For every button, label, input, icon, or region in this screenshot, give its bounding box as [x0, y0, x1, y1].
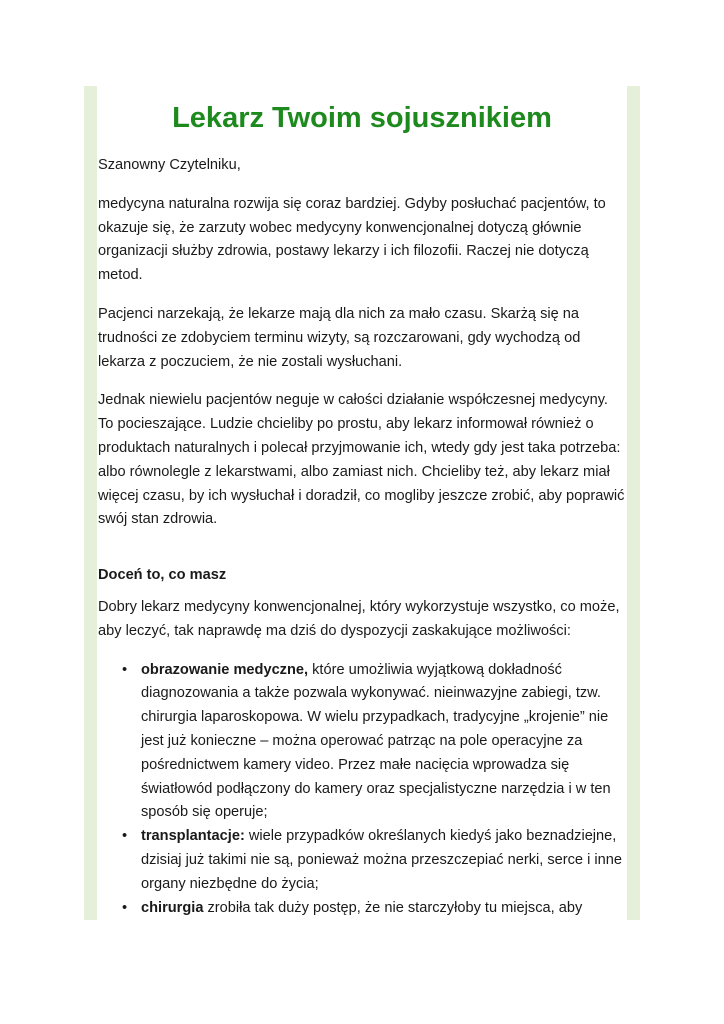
bullet-icon: • — [122, 661, 128, 678]
list-item — [98, 659, 626, 826]
list-item-term: chirurgia — [141, 899, 204, 916]
section-intro: Dobry lekarz medycyny konwencjonalnej, który wykorzystuje wszystko, co może, aby leczyć, tak naprawdę ma dziś do dyspozycji zaskakujące możliwości: — [98, 598, 620, 639]
list-item — [98, 897, 626, 920]
list-item-text: wiele przypadków określanych kiedyś jako beznadziejne, dzisiaj już takimi nie są, ponieważ można przeszczepiać nerki, serce i inne organy niezbędne do życia; — [141, 828, 622, 892]
list-item-term: transplantacje: — [141, 828, 245, 845]
bullet-icon: • — [122, 899, 128, 916]
list-item-text: zrobiła tak duży postęp, że nie starczyłoby tu miejsca, aby — [203, 899, 583, 916]
document-body — [98, 97, 626, 920]
bullet-icon: • — [122, 828, 128, 845]
left-margin-bar — [84, 86, 97, 920]
section-heading: Doceń to, co masz — [98, 567, 227, 584]
right-margin-bar — [627, 86, 640, 920]
list-item-text: które umożliwia wyjątkową dokładność diagnozowania a także pozwala wykonywać. nieinwazyjne zabiegi, tzw. chirurgia laparoskopowa. W wielu przypadkach, tradycyjne „krojenie” nie jest już konieczne – można operować patrząc na pole operacyjne za pośrednictwem kamery video. Przez małe nacięcia wprowadza się światłowód podłączony do kamery oraz specjalistyczne narzędzia i w ten sposób się operuje; — [141, 661, 611, 821]
paragraph-2: Pacjenci narzekają, że lekarze mają dla nich za mało czasu. Skarżą się na trudności ze zdobyciem terminu wizyty, są rozczarowani, gdy wychodzą od lekarza z poczuciem, że nie zostali wysłuchani. — [98, 305, 581, 370]
document-title: Lekarz Twoim sojusznikiem — [172, 102, 552, 134]
paragraph-1: medycyna naturalna rozwija się coraz bardziej. Gdyby posłuchać pacjentów, to okazuje się, że zarzuty wobec medycyny konwencjonalnej dotyczą głównie organizacji służby zdrowia, postawy lekarzy i ich filozofii. Raczej nie dotyczą metod. — [98, 195, 606, 284]
list-item — [98, 825, 626, 896]
greeting: Szanowny Czytelniku, — [98, 157, 241, 173]
list-item-term: obrazowanie medyczne, — [141, 661, 309, 678]
paragraph-3: Jednak niewielu pacjentów neguje w całości działanie współczesnej medycyny. To pocieszające. Ludzie chcieliby po prostu, aby lekarz informował również o produktach naturalnych i polecał przyjmowanie ich, wtedy gdy jest taka potrzeba: albo równolegle z lekarstwami, albo zamiast nich. Chcieliby też, aby lekarz miał więcej czasu, by ich wysłuchał i doradził, co mogliby jeszcze zrobić, aby poprawić swój stan zdrowia. — [98, 392, 625, 528]
capabilities-list — [98, 659, 626, 920]
